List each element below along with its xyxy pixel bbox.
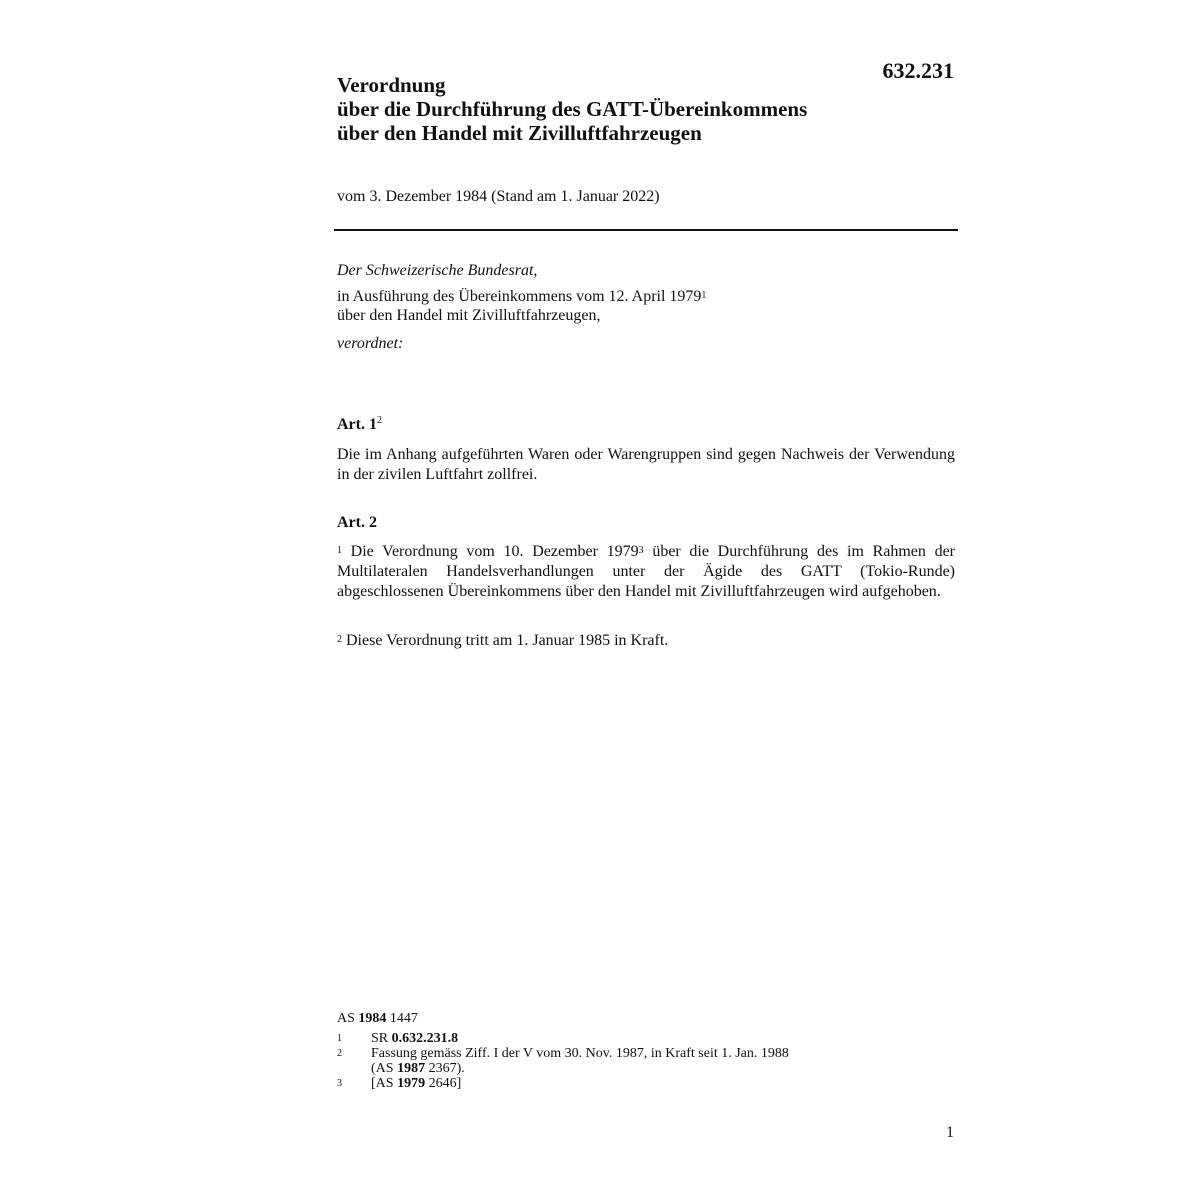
- footnote-1: [337, 1031, 877, 1046]
- preamble-issuer: Der Schweizerische Bundesrat,: [337, 262, 538, 279]
- footnote-suffix: 2367).: [425, 1061, 465, 1076]
- footnote-number: 3: [337, 1078, 342, 1089]
- as-prefix: AS: [337, 1011, 359, 1026]
- title-line-1: Verordnung: [337, 73, 446, 97]
- article-2-p1-text-a: Die Verordnung vom 10. Dezember 1979: [342, 543, 639, 560]
- as-page: 1447: [386, 1011, 418, 1026]
- title-line-3: über den Handel mit Zivilluftfahrzeugen: [337, 121, 702, 145]
- footnote-as-reference: [337, 1011, 418, 1027]
- page-number: 1: [946, 1124, 954, 1141]
- footnote-text: [371, 1076, 877, 1091]
- document-date: vom 3. Dezember 1984 (Stand am 1. Januar 2022): [337, 188, 660, 205]
- sr-number: 632.231: [882, 58, 954, 83]
- preamble-line-1: in Ausführung des Übereinkommens vom 12. April 1979: [337, 288, 702, 305]
- article-1-text: Die im Anhang aufgeführten Waren oder Warengruppen sind gegen Nachweis der Verwendung in der zivilen Luftfahrt zollfrei.: [337, 446, 955, 483]
- footnotes: [337, 1031, 877, 1091]
- footnote-prefix: [AS: [371, 1076, 398, 1091]
- article-1-title: Art. 1: [337, 416, 377, 433]
- footnote-ref-3[interactable]: 3: [638, 545, 644, 556]
- article-2-p2-text: Diese Verordnung tritt am 1. Januar 1985 in Kraft.: [342, 632, 669, 649]
- document-title: [337, 73, 937, 145]
- title-divider: [334, 229, 958, 231]
- article-2-title: Art. 2: [337, 514, 377, 531]
- footnote-year: 1987: [397, 1061, 426, 1076]
- as-year: 1984: [358, 1011, 387, 1026]
- footnote-number: 1: [337, 1033, 342, 1044]
- article-1-heading: [337, 416, 382, 434]
- footnote-prefix: SR: [371, 1031, 392, 1046]
- article-2-p1-text-b: über die Durchführung des im Rahmen der Multilateralen Handelsverhandlungen unter der Ägide des GATT (Tokio-Runde) abgeschlossenen Übereinkommens über den Handel mit Zivilluftfahrzeugen wird aufgehoben.: [337, 543, 956, 600]
- preamble-text: [337, 287, 706, 325]
- footnote-sr-number: 0.632.231.8: [391, 1031, 459, 1046]
- footnote-prefix: (AS: [371, 1061, 398, 1076]
- footnote-text: [371, 1031, 877, 1046]
- footnote-ref-2[interactable]: 2: [376, 415, 382, 426]
- footnote-ref-1[interactable]: 1: [701, 290, 707, 301]
- paragraph-number-1: 1: [337, 545, 342, 556]
- footnote-year: 1979: [397, 1076, 426, 1091]
- footnote-2: [337, 1046, 877, 1076]
- footnote-text: [371, 1046, 877, 1076]
- preamble-verordnet: verordnet:: [337, 335, 404, 352]
- footnote-3: [337, 1076, 877, 1091]
- footnote-line: Fassung gemäss Ziff. I der V vom 30. Nov. 1987, in Kraft seit 1. Jan. 1988: [371, 1046, 789, 1061]
- footnote-suffix: 2646]: [425, 1076, 462, 1091]
- title-line-2: über die Durchführung des GATT-Übereinkommens: [337, 97, 808, 121]
- paragraph-number-2: 2: [337, 634, 342, 645]
- preamble-line-2: über den Handel mit Zivilluftfahrzeugen,: [337, 307, 601, 324]
- article-2-paragraph-1: [337, 542, 955, 602]
- footnote-number: 2: [337, 1048, 342, 1059]
- article-2-paragraph-2: [337, 631, 955, 651]
